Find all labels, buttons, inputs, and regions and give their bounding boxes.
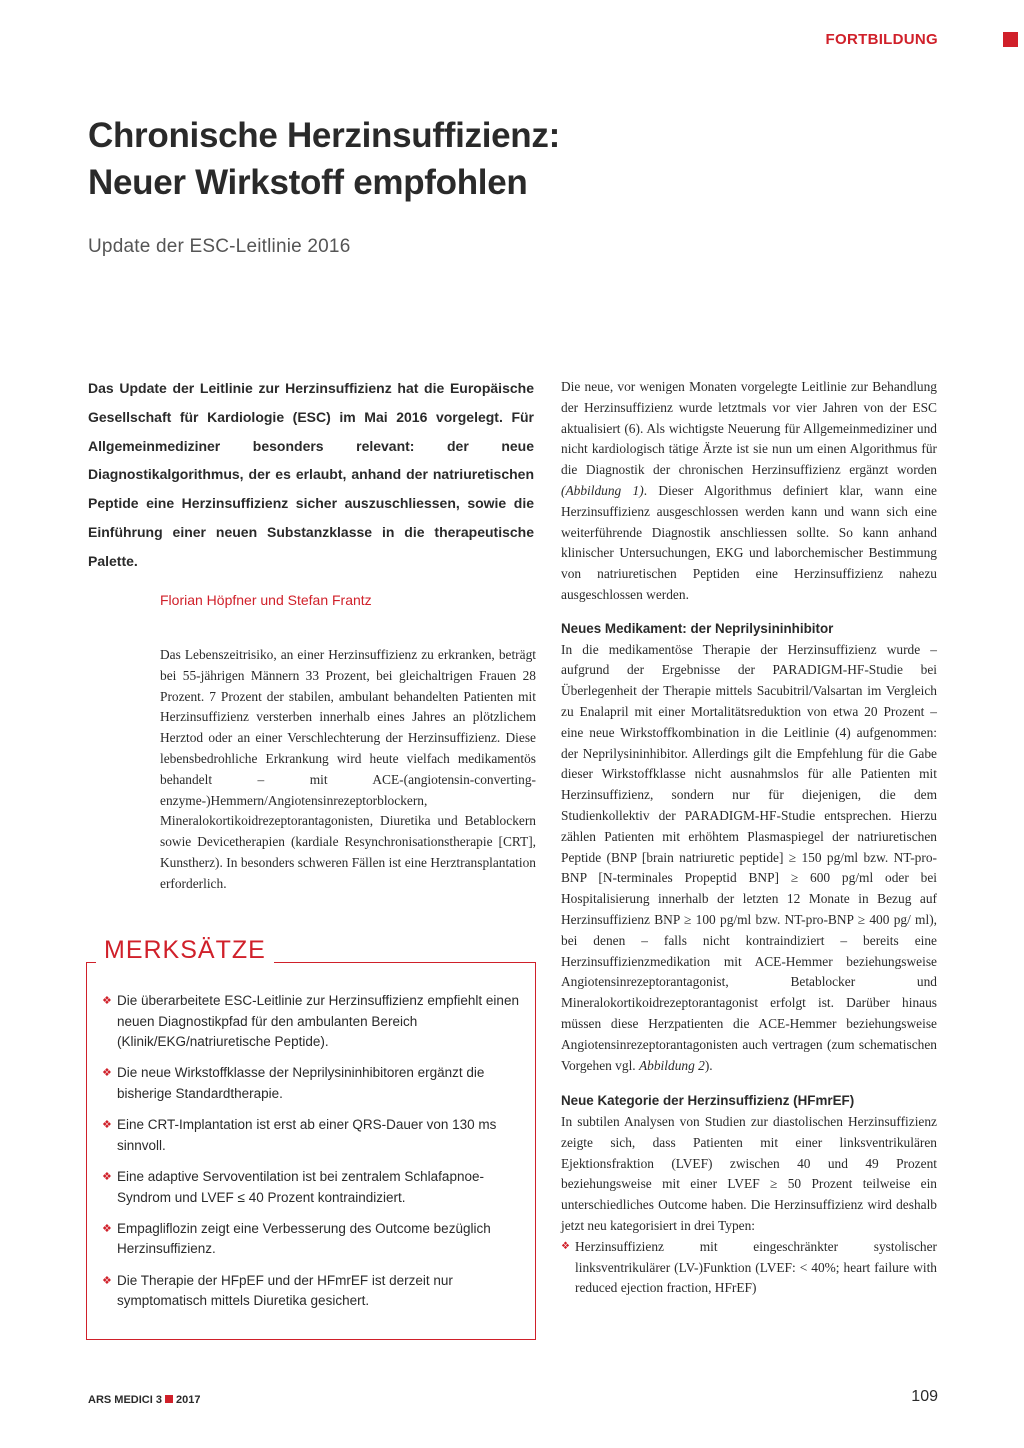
merksatz-item	[102, 1271, 522, 1312]
article-authors: Florian Höpfner und Stefan Frantz	[160, 592, 372, 608]
bullet-icon: ❖	[561, 1240, 570, 1252]
merksatz-item	[102, 1219, 522, 1260]
paragraph-text: Die neue, vor wenigen Monaten vorgelegte Leitlinie zur Behandlung der Herzinsuffizienz wurde letztmals vor vier Jahren von der ESC aktualisiert (6). Als wichtigste Neuerung für Allgemeinmediziner und nicht kardiologisch tätige Ärzte ist sie nun um einen Algorithmus für die Diagnostik der chronischen Herzinsuffizienz ergänzt worden	[561, 379, 937, 478]
journal-name: ARS MEDICI 3	[88, 1394, 162, 1406]
section-marker	[1003, 32, 1018, 47]
paragraph-text: . Dieser Algorithmus definiert klar, wann eine Herzinsuffizienz ausgeschlossen werden kann und wann sich eine weiterführende Diagnostik anschliessen sollte. So kann anhand klinischer Untersuchungen, EKG und laborchemischer Bestimmung von natriuretischen Peptiden eine Herzinsuffizienz nahezu ausgeschlossen werden.	[561, 482, 937, 602]
heading-neprilysin: Neues Medikament: der Neprilysininhibitor	[561, 620, 834, 636]
paragraph-neprilysin	[561, 640, 937, 1077]
merksatz-text: Die Therapie der HFpEF und der HFmrEF ist derzeit nur symptomatisch mittels Diuretika gesichert.	[117, 1272, 453, 1309]
figure-reference: (Abbildung 1)	[561, 482, 644, 498]
figure-reference: Abbildung 2	[638, 1057, 705, 1073]
footer-marker	[165, 1395, 173, 1403]
merksaetze-list	[102, 991, 522, 1322]
section-label: FORTBILDUNG	[825, 31, 938, 48]
bullet-icon: ❖	[102, 1274, 112, 1287]
body-intro: Das Lebenszeitrisiko, an einer Herzinsuffizienz zu erkranken, beträgt bei 55-jährigen Männern 33 Prozent, bei gleichaltrigen Frauen 28 Prozent. 7 Prozent der stabilen, ambulant behandelten Patienten mit Herzinsuffizienz versterben innerhalb eines Jahres an plötzlichem Herztod oder an einer Verschlechterung der Herzinsuffizienz. Diese lebensbedrohliche Erkrankung wird heute vielfach medikamentös behandelt – mit ACE-(angiotensin-converting-enzyme-)Hemmern/Angiotensinrezeptorblockern, Mineralokortikoidrezeptorantagonisten, Diuretika und Betablockern sowie Devicetherapien (kardiale Resynchronisationstherapie [CRT], Kunstherz). In besonders schweren Fällen ist eine Herztransplantation erforderlich.	[160, 647, 536, 891]
bullet-icon: ❖	[102, 995, 112, 1007]
paragraph-guideline	[561, 377, 937, 606]
merksatz-item	[102, 1167, 522, 1208]
merksatz-text: Eine CRT-Implantation ist erst ab einer QRS-Dauer von 130 ms sinnvoll.	[117, 1117, 497, 1153]
paragraph-hfmref: In subtilen Analysen von Studien zur diastolischen Herzinsuffizienz zeigte sich, dass Patienten mit einer linksventrikulären Ejektionsfraktion (LVEF) zwischen 40 und 49 Prozent beziehungsweise mit einer LVEF ≥ 50 Prozent teilweise ein unterschiedliches Outcome haben. Die Herzinsuffizienz wird deshalb jetzt neu kategorisiert in drei Typen:	[561, 1114, 937, 1234]
merksatz-item	[102, 1063, 522, 1104]
merksatz-text: Eine adaptive Servoventilation ist bei zentralem Schlafapnoe-Syndrom und LVEF ≤ 40 Prozent kontraindiziert.	[117, 1168, 484, 1205]
merksatz-text: Empagliflozin zeigt eine Verbesserung des Outcome bezüglich Herzinsuffizienz.	[117, 1220, 491, 1257]
bullet-icon: ❖	[102, 1067, 112, 1080]
bullet-icon: ❖	[102, 1222, 112, 1235]
bullet-icon: ❖	[102, 1119, 112, 1132]
article-subtitle: Update der ESC-Leitlinie 2016	[88, 236, 351, 257]
list-item	[561, 1237, 937, 1299]
heading-hfmref: Neue Kategorie der Herzinsuffizienz (HFmrEF)	[561, 1093, 855, 1109]
right-column	[561, 377, 937, 1299]
article-title: Chronische Herzinsuffizienz: Neuer Wirkstoff empfohlen	[88, 116, 560, 202]
paragraph-text: ).	[704, 1057, 713, 1073]
paragraph-text: In die medikamentöse Therapie der Herzinsuffizienz wurde – aufgrund der Ergebnisse der PARADIGM-HF-Studie bei Überlegenheit der Therapie mittels Sacubitril/Valsartan im Vergleich zu Enalapril mit einer Mortalitätsreduktion von etwa 20 Prozent – eine neue Wirkstoffkombination in die Leitlinie (4) aufgenommen: der Neprilysininhibitor. Allerdings gilt die Empfehlung für die Gabe dieser Wirkstoffklasse nicht ausnahmslos für alle Patienten mit Herzinsuffizienz, sondern nur für diejenigen, die dem Studienkollektiv der PARADIGM-HF-Studie entsprechen. Hierzu zählen Patienten mit erhöhtem Plasmaspiegel der natriuretischen Peptide (BNP [brain natriuretic peptide] ≥ 150 pg/ml bzw. NT-pro-BNP [N-terminales Propeptid BNP] ≥ 600 pg/ml oder bei Hospitalisierung innerhalb der letzten 12 Monate in Bezug auf Herzinsuffizienz BNP ≥ 100 pg/ml bzw. NT-pro-BNP ≥ 400 pg/ ml), bei denen – falls nicht kontraindiziert – bereits eine Herzinsuffizienzmedikation mit ACE-Hemmer beziehungsweise Angiotensinrezeptorantagonist, Betablocker und Mineralokortikoidrezeptorantagonist erfolgt ist. Darüber hinaus müssen diese Herzpatienten die ACE-Hemmer beziehungsweise Angiotensinrezeptorantagonisten auch vertragen (zum schematischen Vorgehen vgl.	[561, 641, 937, 1073]
footer-journal	[88, 1394, 200, 1406]
page-number: 109	[911, 1388, 938, 1405]
merksatz-item	[102, 991, 522, 1053]
list-item-text: Herzinsuffizienz mit eingeschränkter systolischer linksventrikulärer (LV-)Funktion (LVEF: < 40%; heart failure with reduced ejection fraction, HFrEF)	[575, 1238, 937, 1296]
article-lead: Das Update der Leitlinie zur Herzinsuffizienz hat die Europäische Gesellschaft für Kardiologie (ESC) im Mai 2016 vorgelegt. Für Allgemeinmediziner besonders relevant: der neue Diagnostikalgorithmus, der es erlaubt, anhand der natriuretischen Peptide eine Herzinsuffizienz sicher auszuschliessen, sowie die Einführung einer neuen Substanzklasse in die therapeutische Palette.	[88, 380, 534, 569]
merksatz-text: Die neue Wirkstoffklasse der Neprilysininhibitoren ergänzt die bisherige Standardtherapie.	[117, 1065, 485, 1101]
merksaetze-title: MERKSÄTZE	[96, 936, 274, 965]
merksatz-text: Die überarbeitete ESC-Leitlinie zur Herzinsuffizienz empfiehlt einen neuen Diagnostikpfad für den ambulanten Bereich (Klinik/EKG/natriuretische Peptide).	[117, 993, 519, 1050]
bullet-icon: ❖	[102, 1170, 112, 1183]
journal-year: 2017	[175, 1394, 201, 1406]
merksatz-item	[102, 1115, 522, 1156]
